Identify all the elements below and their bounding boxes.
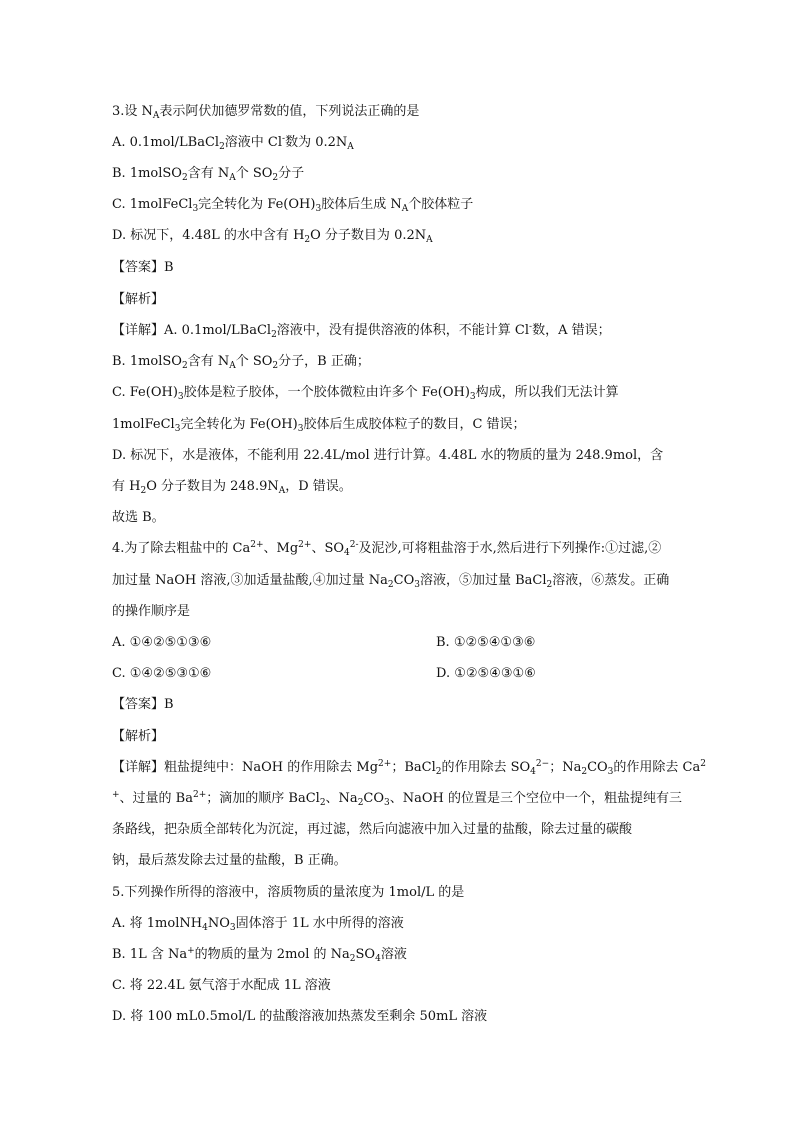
q4-analysis-heading: 【解析】 [112, 729, 165, 744]
q5-option-d: D. 将 100 mL0.5mol/L 的盐酸溶液加热蒸发至剩余 50mL 溶液 [112, 1009, 488, 1024]
q3-stem: 3.设 $N_A$表示阿伏加德罗常数的值，下列说法正确的是 [112, 104, 420, 121]
q3-detail-line: B. 1molSO$_2$含有 $N_A$个 $SO_2$分子，B 正确； [112, 354, 370, 371]
q5-option-c: C. 将 22.4L 氨气溶于水配成 1L 溶液 [112, 978, 331, 993]
q4-option-d: D. ①②⑤④③①⑥ [436, 666, 536, 681]
q3-detail-line: C. $Fe(OH)_3$胶体是粒子胶体，一个胶体微粒由许多个 $Fe(OH)_3$构成，所以我们无法计算 [112, 385, 619, 402]
q4-option-c: C. ①④②⑤③①⑥ [112, 666, 212, 681]
q4-option-a: A. ①④②⑤①③⑥ [112, 635, 212, 650]
q4-stem: 加过量 NaOH 溶液,③加适量盐酸,④加过量 $Na_2CO_3$溶液，⑤加过量 BaCl$_2$溶液，⑥蒸发。正确 [112, 573, 670, 590]
q3-detail-line: 有 $H_2O$ 分子数目为 $248.9N_A$，D 错误。 [112, 479, 352, 496]
q5-stem: 5.下列操作所得的溶液中，溶质物质的量浓度为 1mol/L 的是 [112, 885, 465, 900]
q3-option-d: D. 标况下，4.48L 的水中含有 $H_2O$ 分子数目为 $0.2N_A$ [112, 228, 433, 245]
q4-stem: 的操作顺序是 [112, 604, 191, 619]
q4-detail-line: 钠，最后蒸发除去过量的盐酸，B 正确。 [112, 853, 347, 868]
q5-option-b: B. 1L 含 Na+的物质的量为 2mol 的 $Na_2SO_4$溶液 [112, 946, 407, 964]
q4-answer: 【答案】B [112, 697, 174, 712]
q3-detail-line: 【详解】A. 0.1mol/LBaCl$_2$溶液中，没有提供溶液的体积，不能计算 Cl-数，A 错误； [112, 322, 611, 340]
q5-option-a: A. 将 $1molNH_4NO_3$固体溶于 1L 水中所得的溶液 [112, 916, 404, 933]
q4-detail-line: 【详解】粗盐提纯中：NaOH 的作用除去 $Mg^{2+}$；BaCl$_2$的作用除去 $SO_4^{2-}$；$Na_2CO_3$的作用除去 Ca$^2$ [112, 759, 706, 777]
q3-detail-line: 1molFeCl$_3$完全转化为 $Fe(OH)_3$胶体后生成胶体粒子的数目，C 错误； [112, 417, 526, 434]
q4-detail-line: 条路线，把杂质全部转化为沉淀，再过滤，然后向滤液中加入过量的盐酸，除去过量的碳酸 [112, 822, 633, 837]
q3-answer: 【答案】B [112, 260, 174, 275]
q3-detail-line: D. 标况下，水是液体，不能利用 22.4L/mol 进行计算。4.48L 水的物质的量为 248.9mol，含 [112, 448, 664, 463]
q3-option-b: B. 1molSO$_2$含有 $N_A$个 $SO_2$分子 [112, 166, 305, 183]
q3-analysis-heading: 【解析】 [112, 292, 165, 307]
q4-stem: 4.为了除去粗盐中的 $Ca^{2+}$、$Mg^{2+}$、$SO_4^{2-}$及泥沙,可将粗盐溶于水,然后进行下列操作:①过滤,② [112, 540, 662, 558]
q4-detail-line: +、过量的 $Ba^{2+}$；滴加的顺序 BaCl$_2$、$Na_2CO_3$、NaOH 的位置是三个空位中一个，粗盐提纯有三 [112, 790, 683, 808]
q3-conclusion: 故选 B。 [112, 510, 165, 525]
q4-option-b: B. ①②⑤④①③⑥ [436, 635, 536, 650]
q3-option-a: A. 0.1mol/LBaCl$_2$溶液中 Cl-数为 $0.2N_A$ [112, 134, 354, 152]
q3-option-c: C. 1molFeCl$_3$完全转化为 $Fe(OH)_3$胶体后生成 $N_A$个胶体粒子 [112, 197, 474, 214]
